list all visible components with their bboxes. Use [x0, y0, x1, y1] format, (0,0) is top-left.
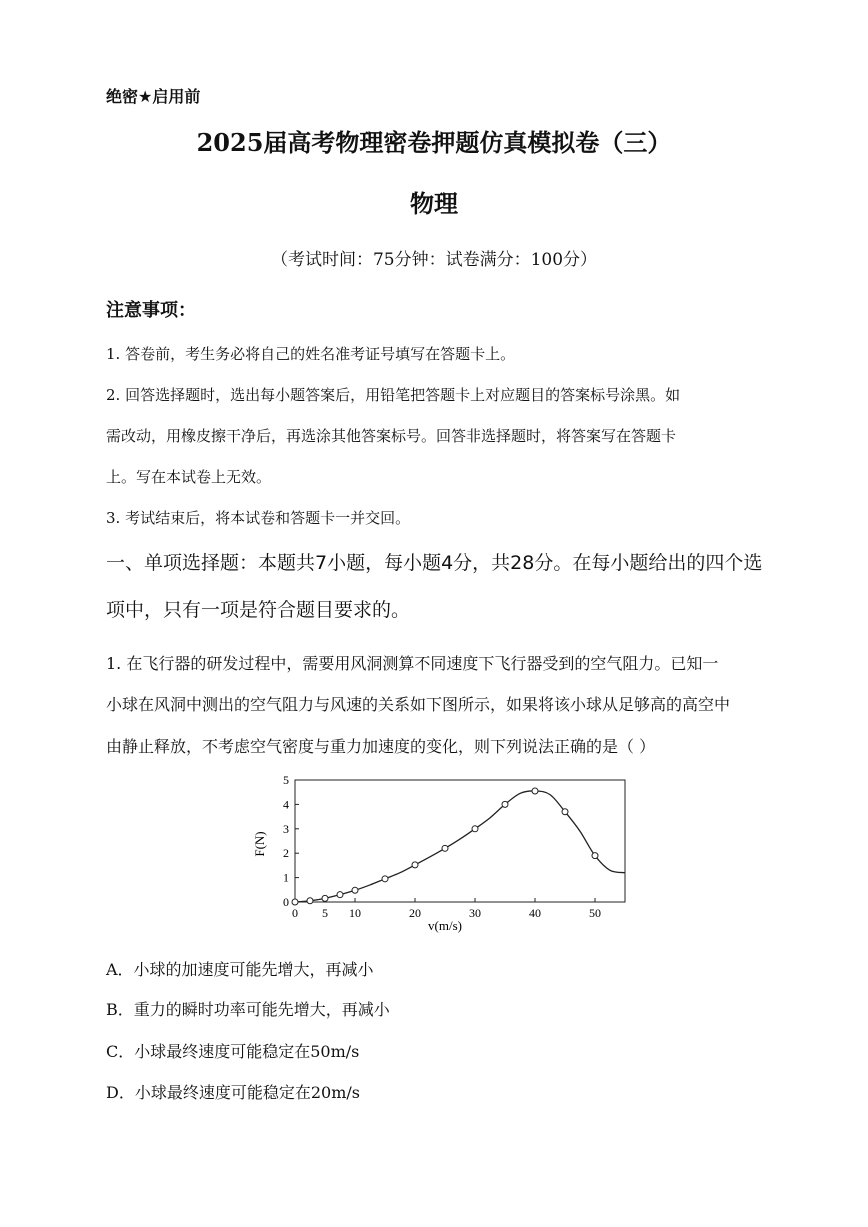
- question-text: 1. 在飞行器的研发过程中，需要用风洞测算不同速度下飞行器受到的空气阻力。已知一: [106, 654, 719, 673]
- y-tick-label: 0: [283, 895, 289, 909]
- data-point: [562, 809, 568, 815]
- data-point: [502, 801, 508, 807]
- chart-frame: [295, 780, 625, 902]
- confidential-label: 绝密★启用前: [106, 87, 201, 106]
- section-heading-cont: 项中，只有一项是符合题目要求的。: [106, 599, 411, 621]
- y-tick-label: 5: [283, 773, 289, 787]
- y-tick-label: 2: [283, 846, 289, 861]
- data-point: [412, 862, 418, 868]
- data-point: [472, 826, 478, 832]
- notice-line: 3. 考试结束后，将本试卷和答题卡一并交回。: [106, 509, 411, 527]
- force-curve: [295, 791, 625, 902]
- data-point: [592, 853, 598, 859]
- force-velocity-chart: [250, 772, 640, 937]
- notice-line: 2. 回答选择题时，选出每小题答案后，用铅笔把答题卡上对应题目的答案标号涂黑。如: [106, 386, 681, 404]
- subject-title: 物理: [410, 189, 458, 218]
- exam-info: （考试时间：75分钟：试卷满分：100分）: [270, 250, 598, 270]
- y-tick-label: 4: [283, 797, 289, 812]
- option-a: A．小球的加速度可能先增大，再减小: [106, 960, 374, 979]
- x-tick-label: 0: [292, 906, 298, 920]
- y-tick-label: 1: [283, 870, 289, 885]
- notice-line: 需改动，用橡皮擦干净后，再选涂其他答案标号。回答非选择题时，将答案写在答题卡: [106, 427, 677, 445]
- notice-line: 上。写在本试卷上无效。: [106, 468, 272, 486]
- section-heading: 一、单项选择题：本题共7小题，每小题4分，共28分。在每小题给出的四个选: [106, 552, 763, 574]
- option-c: C．小球最终速度可能稳定在50m/s: [106, 1042, 360, 1061]
- option-d: D．小球最终速度可能稳定在20m/s: [106, 1083, 360, 1102]
- y-axis-label: F(N): [252, 831, 267, 857]
- notice-heading: 注意事项：: [106, 300, 196, 321]
- data-point: [352, 887, 358, 893]
- data-point: [382, 876, 388, 882]
- question-text: 由静止释放，不考虑空气密度与重力加速度的变化，则下列说法正确的是（ ）: [106, 737, 656, 756]
- x-tick-label: 20: [409, 906, 421, 920]
- x-tick-label: 40: [529, 906, 541, 920]
- data-point: [307, 898, 313, 904]
- x-tick-label: 30: [469, 906, 481, 920]
- data-point: [337, 892, 343, 898]
- x-tick-label: 10: [349, 906, 361, 920]
- notice-line: 1. 答卷前，考生务必将自己的姓名准考证号填写在答题卡上。: [106, 345, 516, 363]
- data-point: [322, 895, 328, 901]
- data-point: [442, 845, 448, 851]
- x-tick-label: 50: [589, 906, 601, 920]
- data-point: [532, 788, 538, 794]
- option-b: B．重力的瞬时功率可能先增大，再减小: [106, 1000, 390, 1019]
- data-point: [292, 899, 298, 905]
- page-title: 2025届高考物理密卷押题仿真模拟卷（三）: [196, 128, 672, 157]
- x-tick-label: 5: [322, 906, 328, 920]
- x-axis-label: v(m/s): [428, 918, 462, 933]
- question-text: 小球在风洞中测出的空气阻力与风速的关系如下图所示，如果将该小球从足够高的高空中: [106, 695, 731, 714]
- y-tick-label: 3: [283, 821, 289, 836]
